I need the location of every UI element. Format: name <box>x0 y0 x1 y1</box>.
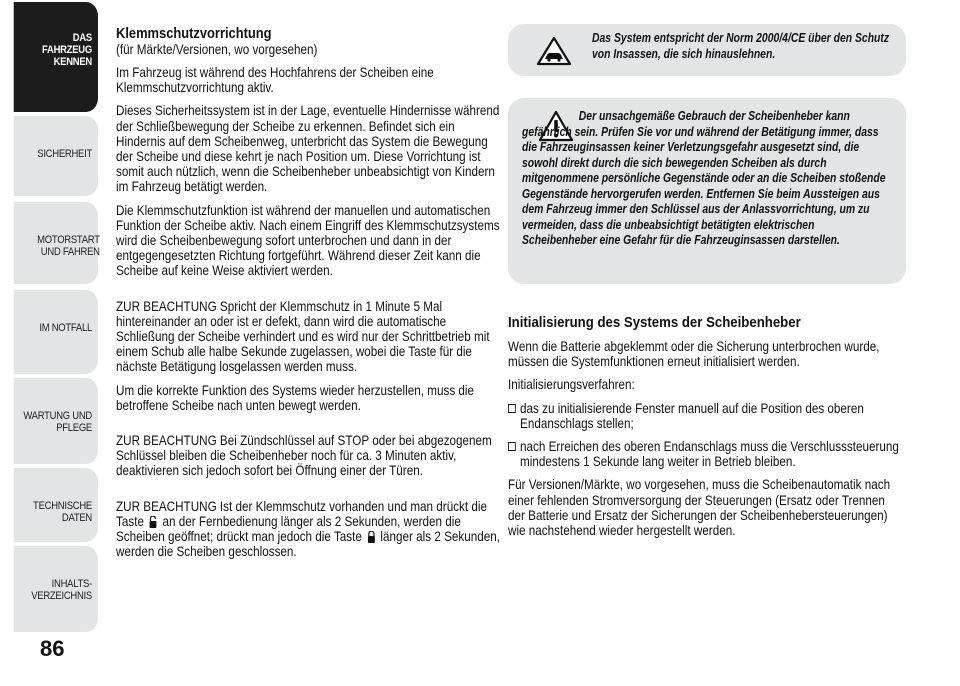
tab-label: SICHERHEIT <box>37 148 92 160</box>
list-item <box>508 439 905 469</box>
warning-text: Der unsachgemäße Gebrauch der Scheibenheber kann gefährlich sein. Prüfen Sie vor und während der Betätigung immer, dass die Fahrzeuginsassen keiner Verletzungsgefahr ausgesetzt sind, die sowohl direkt durch die sich bewegenden Scheiben als durch mitgenommene persönliche Gegenstände oder an die Scheiben stoßende Gegenstände hervorgerufen werden. Entfernen Sie beim Aussteigen aus dem Fahrzeug immer den Schlüssel aus der Anlassvorrichtung, um zu vermeiden, dass die unbeabsichtigt betätigten elektrischen Scheibenheber eine Gefahr für die Fahrzeuginsassen darstellen. <box>522 108 886 247</box>
tab-das-fahrzeug-kennen[interactable] <box>14 2 98 112</box>
checkbox-bullet-icon <box>508 404 516 413</box>
list-item <box>508 401 905 431</box>
tab-motorstart-und-fahren[interactable] <box>14 202 98 284</box>
paragraph: Die Klemmschutzfunktion ist während der manuellen und automatischen Funktion der Scheibe aktiv. Nach einem Eingriff des Klemmschutzsystems wird die Scheibenbewegung sofort unterbrochen und dann in der entgegengesetzten Richtung fortgeführt. Während dieser Zeit kann die Scheibe auf keine Weise aktiviert werden. <box>116 202 500 279</box>
page-number: 86 <box>40 636 65 661</box>
tab-technische-daten[interactable] <box>14 468 98 542</box>
warning-box <box>508 98 906 284</box>
tab-label: IM NOTFALL <box>39 322 92 334</box>
lock-closed-icon <box>367 531 376 543</box>
right-column <box>508 24 908 546</box>
left-column <box>116 26 501 567</box>
tab-label: WARTUNG UND PFLEGE <box>23 410 92 434</box>
paragraph: Für Versionen/Märkte, wo vorgesehen, muss die Scheibenautomatik nach einer fehlenden Stromversorgung der Steuerungen (Ersatz oder Trennen der Batterie und Ersatz der Sicherungen der Scheibenhebersteuerungen) wie nachstehend wieder hergestellt werden. <box>508 477 891 539</box>
tab-label: TECHNISCHE DATEN <box>33 500 92 524</box>
list-item-text: nach Erreichen des oberen Endanschlags muss die Verschlusssteuerung mindestens 1 Sekunde lang weiter in Betrieb bleiben. <box>520 439 899 470</box>
paragraph-part: ZUR BEACHTUNG Ist der Klemmschutz vorhanden und man drückt die Taste <box>116 498 487 529</box>
lock-open-icon <box>149 516 158 528</box>
warning-box <box>508 24 906 76</box>
paragraph: Wenn die Batterie abgeklemmt oder die Sicherung unterbrochen wurde, müssen die Systemfunktionen erneut initialisiert werden. <box>508 339 880 370</box>
tab-wartung-und-pflege[interactable] <box>14 378 98 464</box>
note-paragraph: ZUR BEACHTUNG Bei Zündschlüssel auf STOP oder bei abgezogenem Schlüssel bleiben die Scheibenheber noch für ca. 3 Minuten aktiv, deaktivieren sich jedoch sofort bei Öffnung einer der Türen. <box>116 433 492 479</box>
paragraph: Dieses Sicherheitssystem ist in der Lage, eventuelle Hindernisse während der Schließbewegung der Scheibe zu erkennen. Befindet sich ein Hindernis auf dem Scheibenweg, unterbricht das System die Bewegung der Scheibe und diese kehrt je nach Position um. Diese Vorrichtung ist somit auch nützlich, wenn die Scheibenheber unbeabsichtigt von Kindern im Fahrzeug betätigt werden. <box>116 103 500 195</box>
section-title: Initialisierung des Systems der Scheibenheber <box>508 314 801 331</box>
section-heading: Klemmschutzvorrichtung <box>116 25 272 42</box>
note-paragraph: ZUR BEACHTUNG Spricht der Klemmschutz in 1 Minute 5 Mal hintereinander an oder ist er defekt, dann wird die automatische Schließung der Scheibe verhindert und es wird nur der Schrittbetrieb mit einem Schub alle halbe Sekunde zugelassen, wobei die Taste für die nächste Betätigung losgelassen werden muss. <box>116 298 490 375</box>
paragraph: Initialisierungsverfahren: <box>508 377 635 393</box>
tab-label: DAS FAHRZEUG KENNEN <box>42 32 92 68</box>
warning-text: Das System entspricht der Norm 2000/4/CE über den Schutz von Insassen, die sich hinauslehnen. <box>592 30 890 61</box>
note-paragraph <box>116 499 501 560</box>
tab-label: INHALTS- VERZEICHNIS <box>31 578 92 602</box>
tab-label: MOTORSTART UND FAHREN <box>37 234 100 258</box>
tab-inhaltsverzeichnis[interactable] <box>14 546 98 632</box>
list-item-text: das zu initialisierende Fenster manuell auf die Position des oberen Endanschlags stellen; <box>520 400 864 431</box>
chapter-sidebar <box>0 0 100 686</box>
paragraph-part: länger als 2 Sekunden, werden die Scheiben geschlossen. <box>116 529 501 560</box>
car-warning-icon <box>536 36 572 66</box>
tab-sicherheit[interactable] <box>14 116 98 196</box>
section-subheading: (für Märkte/Versionen, wo vorgesehen) <box>116 42 318 57</box>
checkbox-bullet-icon <box>508 442 516 451</box>
tab-im-notfall[interactable] <box>14 290 98 374</box>
paragraph-part: an der Fernbedienung länger als 2 Sekunden, werden die Scheiben geöffnet; drückt man jedoch die Taste <box>116 513 461 545</box>
paragraph: Im Fahrzeug ist während des Hochfahrens der Scheiben eine Klemmschutzvorrichtung aktiv. <box>116 65 434 96</box>
paragraph: Um die korrekte Funktion des Systems wieder herzustellen, muss die betroffene Scheibe nach unten bewegt werden. <box>116 382 475 413</box>
